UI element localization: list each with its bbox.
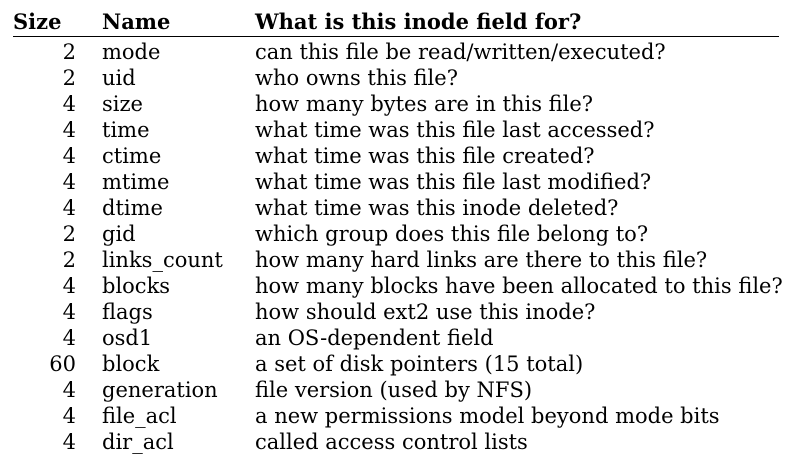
cell-name: links_count: [102, 248, 223, 272]
cell-name: dtime: [102, 196, 163, 220]
cell-name: mode: [102, 40, 161, 64]
table-header: [13, 8, 779, 37]
cell-name: flags: [102, 300, 153, 324]
table-row: [13, 377, 779, 403]
cell-description: how many bytes are in this file?: [255, 92, 594, 116]
cell-description: an OS-dependent field: [255, 326, 494, 350]
table-row: [13, 403, 779, 429]
cell-size: 2: [62, 40, 76, 64]
header-size: Size: [13, 8, 90, 37]
cell-description: who owns this file?: [255, 66, 458, 90]
cell-size: 2: [62, 66, 76, 90]
cell-description: file version (used by NFS): [255, 378, 533, 402]
table-row: [13, 221, 779, 247]
cell-description: what time was this file created?: [255, 144, 595, 168]
header-row: [13, 8, 779, 37]
table-row: [13, 91, 779, 117]
table-row: [13, 273, 779, 299]
cell-name: mtime: [102, 170, 170, 194]
cell-name: blocks: [102, 274, 171, 298]
table-row: [13, 325, 779, 351]
header-name: Name: [90, 8, 253, 37]
cell-description: how many hard links are there to this file?: [255, 248, 708, 272]
cell-description: what time was this file last modified?: [255, 170, 652, 194]
cell-description: how many blocks have been allocated to this file?: [255, 274, 783, 298]
cell-description: called access control lists: [255, 430, 528, 454]
cell-size: 4: [62, 300, 76, 324]
table-row: [13, 195, 779, 221]
cell-name: file_acl: [102, 404, 177, 428]
table-row: [13, 429, 779, 455]
cell-size: 2: [62, 248, 76, 272]
cell-description: a new permissions model beyond mode bits: [255, 404, 720, 428]
header-description: What is this inode field for?: [253, 8, 779, 37]
table-row: [13, 169, 779, 195]
cell-size: 4: [62, 404, 76, 428]
cell-description: which group does this file belong to?: [255, 222, 649, 246]
cell-description: a set of disk pointers (15 total): [255, 352, 584, 376]
cell-description: what time was this inode deleted?: [255, 196, 619, 220]
table-row: [13, 117, 779, 143]
cell-size: 4: [62, 170, 76, 194]
cell-size: 60: [49, 352, 76, 376]
cell-name: gid: [102, 222, 136, 246]
cell-size: 4: [62, 196, 76, 220]
cell-name: dir_acl: [102, 430, 174, 454]
cell-description: can this file be read/written/executed?: [255, 40, 666, 64]
cell-name: size: [102, 92, 143, 116]
table-row: [13, 143, 779, 169]
cell-size: 4: [62, 326, 76, 350]
table-row: [13, 299, 779, 325]
cell-size: 4: [62, 118, 76, 142]
cell-size: 4: [62, 430, 76, 454]
cell-name: block: [102, 352, 160, 376]
table-row: [13, 247, 779, 273]
cell-size: 4: [62, 144, 76, 168]
cell-size: 4: [62, 92, 76, 116]
cell-size: 4: [62, 378, 76, 402]
cell-name: osd1: [102, 326, 153, 350]
cell-name: time: [102, 118, 150, 142]
cell-name: generation: [102, 378, 218, 402]
cell-name: uid: [102, 66, 136, 90]
inode-fields-table: [13, 8, 783, 455]
cell-size: 4: [62, 274, 76, 298]
cell-size: 2: [62, 222, 76, 246]
cell-description: what time was this file last accessed?: [255, 118, 655, 142]
table-body: [13, 37, 783, 456]
cell-name: ctime: [102, 144, 162, 168]
table-row: [13, 65, 779, 91]
table-row: [13, 351, 779, 377]
cell-description: how should ext2 use this inode?: [255, 300, 596, 324]
table-row: [13, 37, 779, 66]
